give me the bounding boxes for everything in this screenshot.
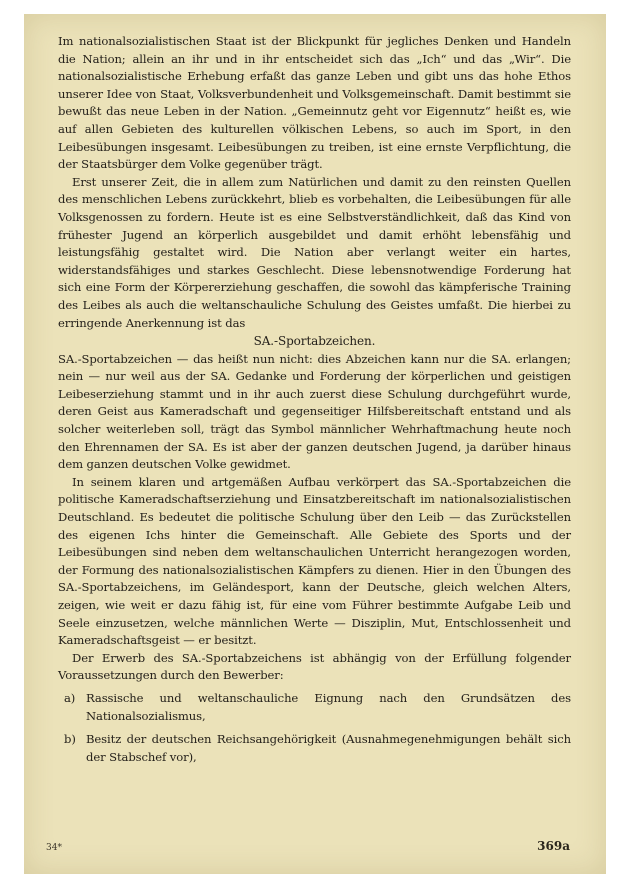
paragraph-1: Im nationalsozialistischen Staat ist der Blickpunkt für jegliches Denken und Handeln die Nation; allein an ihr und in ihr entscheidet sich das „Ich“ und das „Wir“. Die nationalsozialistische Erhebung erfaßt das ganze Leben und gibt uns das hohe Ethos unserer Idee von Staat, Volksverbundenheit und Volksgemeinschaft. Damit bestimmt sie bewußt das neue Leben in der Nation. „Gemeinnutz geht vor Eigennutz“ heißt es, wie auf allen Gebieten des kulturellen völkischen Lebens, so auch im Sport, in den Leibesübungen insgesamt. Leibesübungen zu treiben, ist eine ernste Verpflichtung, die der Staatsbürger dem Volke gegenüber trägt.	[58, 34, 571, 172]
list-marker: a)	[64, 690, 76, 705]
paragraph-5: Der Erwerb des SA.-Sportabzeichens ist abhängig von der Erfüllung folgender Voraussetzungen durch den Bewerber:	[58, 650, 571, 683]
paragraph-2: Erst unserer Zeit, die in allem zum Natürlichen und damit zu den reinsten Quellen des menschlichen Lebens zurückkehrt, blieb es vorbehalten, die Leibesübungen für alle Volksgenossen zu fordern. Heute ist es eine Selbstverständlichkeit, daß das Kind von frühester Jugend an körperlich ausgebildet und damit erhöht lebensfähig und leistungsfähig gestaltet wird. Die Nation aber verlangt weiter ein hartes, widerstandsfähiges und starkes Geschlecht. Diese lebensnotwendige Forderung hat sich eine Form der Körpererziehung geschaffen, die sowohl das kämpferische Training des Leibes als auch die weltanschauliche Schulung des Geistes umfaßt. Die hierbei zu erringende Anerkennung ist das	[58, 174, 571, 330]
section-heading: SA.-Sportabzeichen.	[253, 334, 376, 349]
book-page	[24, 14, 606, 874]
list-item-text: Besitz der deutschen Reichsangehörigkeit (Ausnahmegenehmigungen behält sich der Stabschef vor),	[86, 732, 571, 764]
requirements-list	[58, 690, 571, 766]
paragraph-3: SA.-Sportabzeichen — das heißt nun nicht: dies Abzeichen kann nur die SA. erlangen; nein — nur weil aus der SA. Gedanke und Forderung der körperlichen und geistigen Leibeserziehung stammt und in ihr auch zuerst diese Schulung durchgeführt wurde, deren Geist aus Kameradschaft und gegenseitiger Hilfsbereitschaft entstand und als solcher weiterleben soll, trägt das Symbol männlicher Wehrhaftmachung heute noch den Ehrennamen der SA. Es ist aber der ganzen deutschen Jugend, ja darüber hinaus dem ganzen deutschen Volke gewidmet.	[58, 351, 571, 472]
paragraph-4: In seinem klaren und artgemäßen Aufbau verkörpert das SA.-Sportabzeichen die politische Kameradschaftserziehung und Einsatzbereitschaft im nationalsozialistischen Deutschland. Es bedeutet die politische Schulung über den Leib — das Zurückstellen des eigenen Ichs hinter die Gemeinschaft. Alle Gebiete des Sports und der Leibesübungen sind neben dem weltanschaulichen Unterricht herangezogen worden, der Formung des nationalsozialistischen Kämpfers zu dienen. Hier in den Übungen des SA.-Sportabzeichens, im Geländesport, kann der Deutsche, gleich welchen Alters, zeigen, wie weit er dazu fähig ist, für eine vom Führer bestimmte Aufgabe Leib und Seele einzusetzen, welche männlichen Werte — Disziplin, Mut, Entschlossenheit und Kameradschaftsgeist — er besitzt.	[58, 474, 571, 648]
list-item	[58, 731, 571, 766]
page-number: 369a	[537, 839, 570, 853]
signature-mark: 34*	[46, 843, 62, 853]
list-item-text: Rassische und weltanschauliche Eignung nach den Grundsätzen des Nationalsozialismus,	[86, 690, 571, 723]
page-body	[58, 33, 571, 772]
list-marker: b)	[64, 732, 76, 747]
list-item	[58, 690, 571, 725]
